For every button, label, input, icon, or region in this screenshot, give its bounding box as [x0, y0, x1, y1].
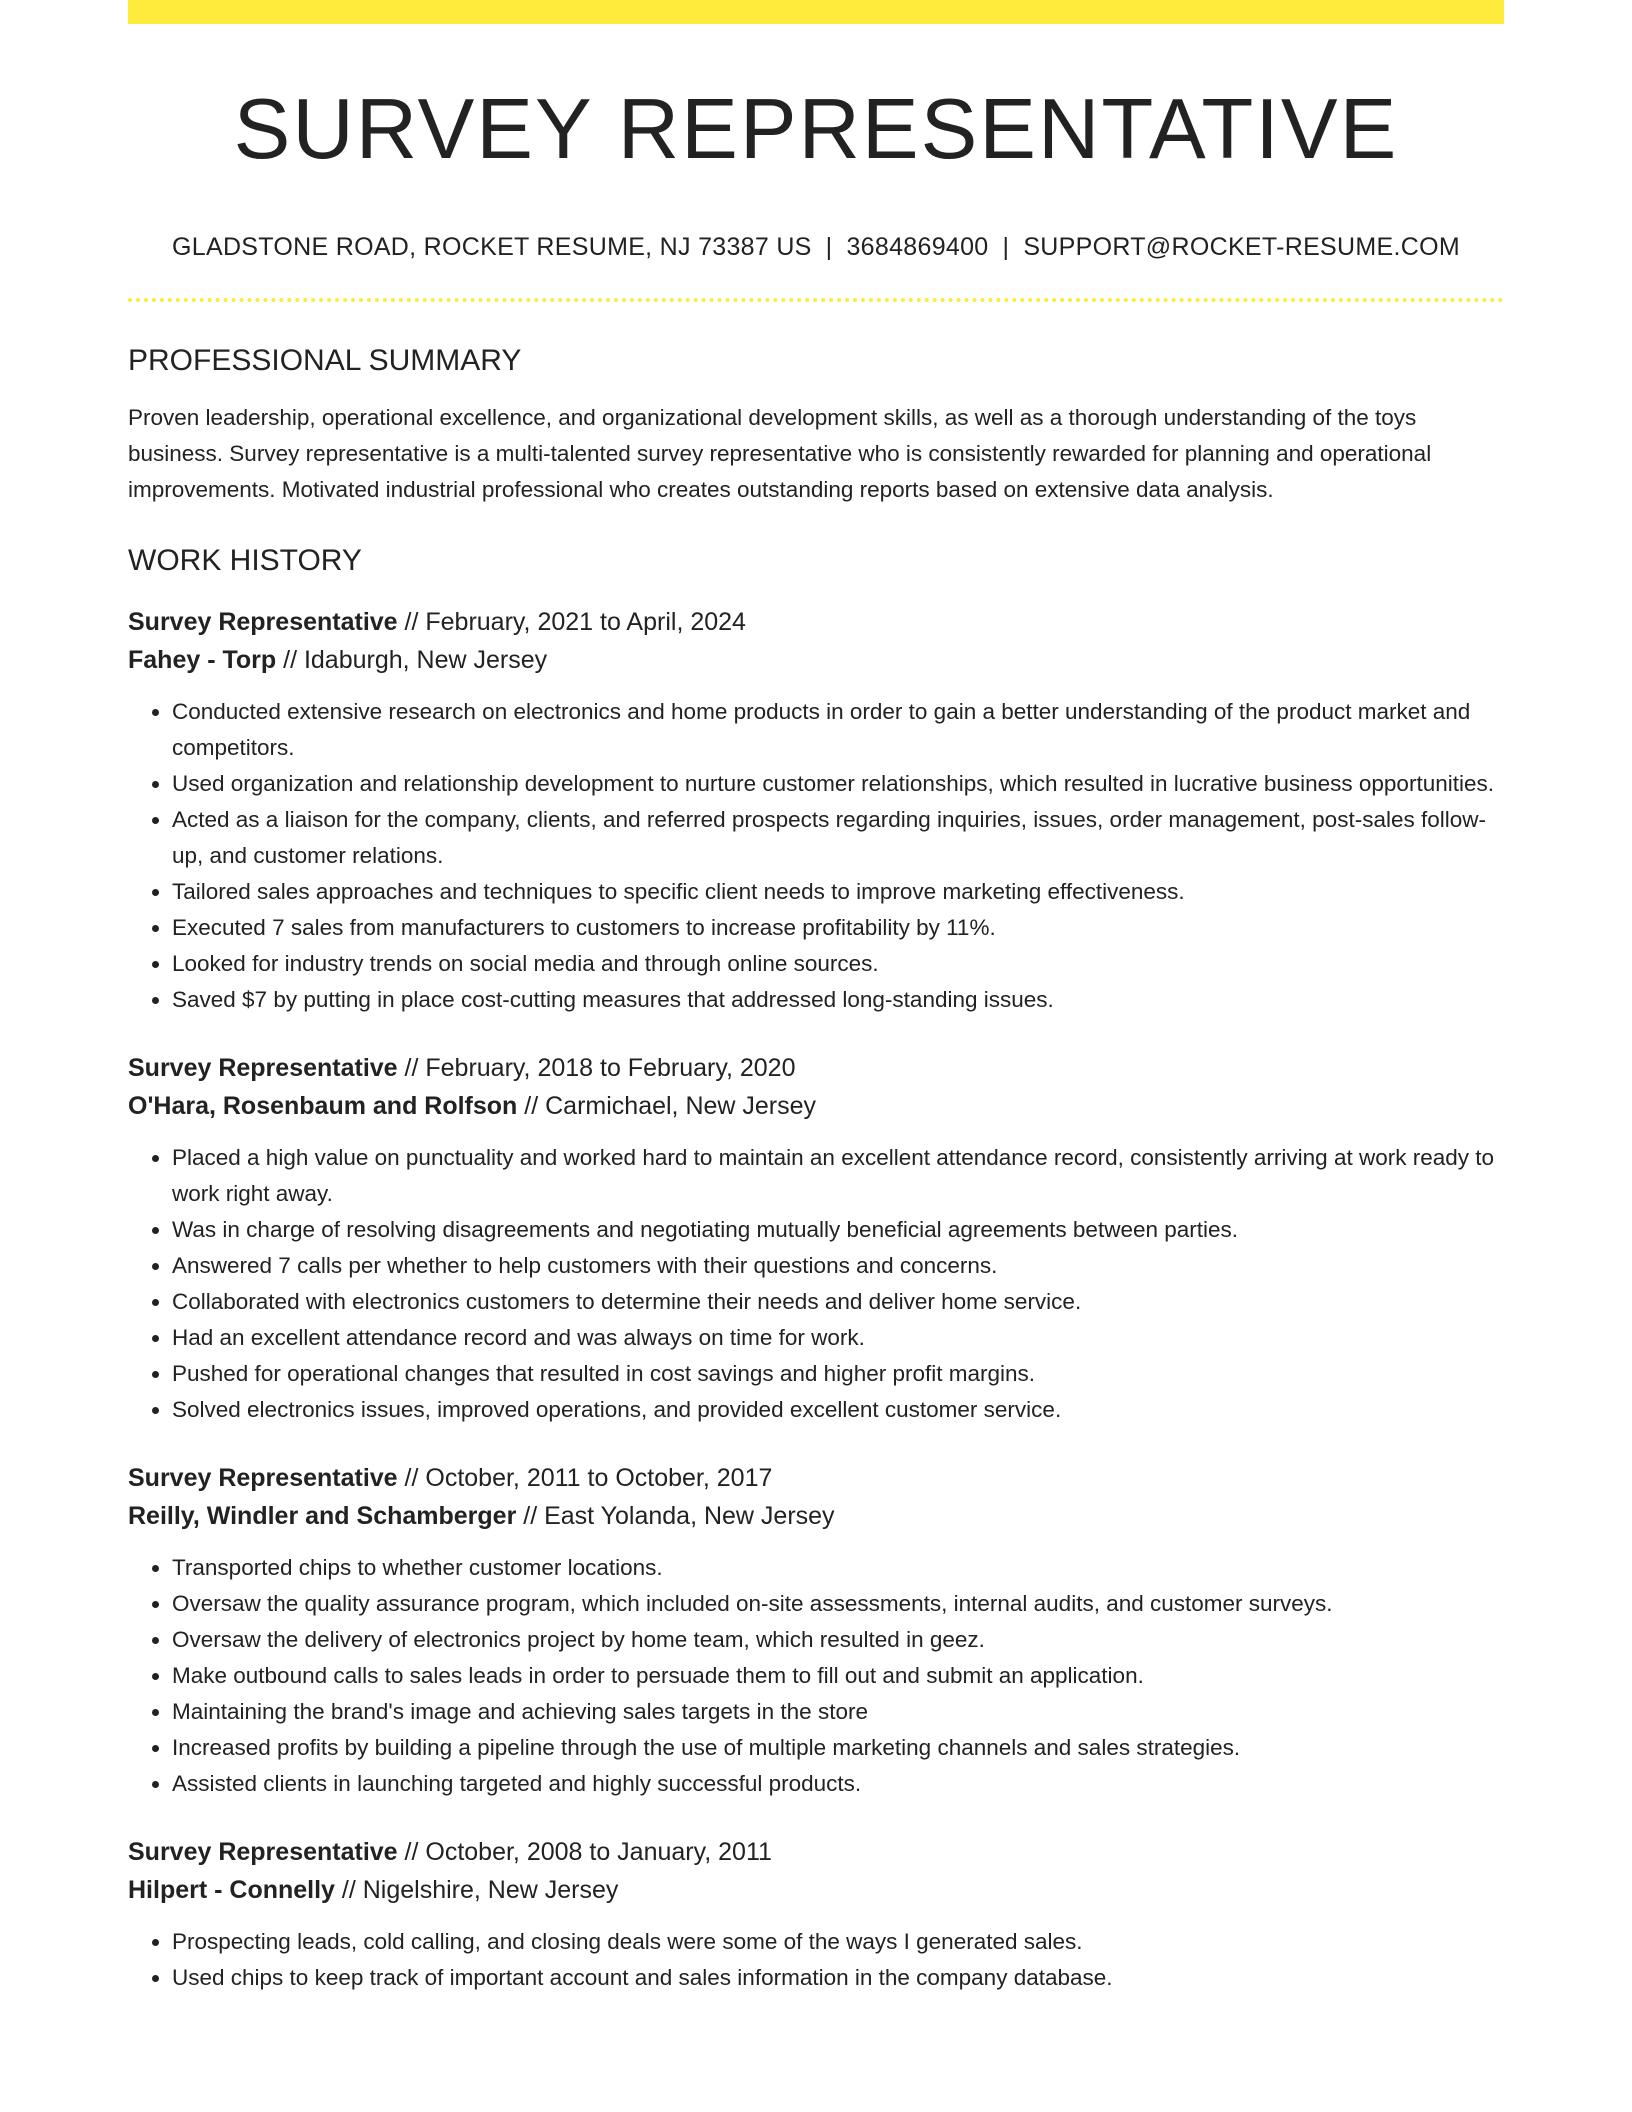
job-entry	[128, 603, 1504, 1018]
job-company-line	[128, 1871, 1504, 1909]
job-dates: // February, 2018 to February, 2020	[397, 1054, 796, 1082]
job-bullet-item: • Placed a high value on punctuality and worked hard to maintain an excellent attendance record, consistently arriving at work ready to work right away.	[172, 1140, 1504, 1212]
work-history-list	[128, 603, 1504, 1996]
job-bullet-item: • Pushed for operational changes that resulted in cost savings and higher profit margins.	[172, 1356, 1504, 1392]
job-bullet-item: • Make outbound calls to sales leads in order to persuade them to fill out and submit an application.	[172, 1658, 1504, 1694]
job-company-line	[128, 1497, 1504, 1535]
job-entry	[128, 1459, 1504, 1802]
job-bullet-item: • Had an excellent attendance record and was always on time for work.	[172, 1320, 1504, 1356]
job-company-line	[128, 1087, 1504, 1125]
job-location: // Carmichael, New Jersey	[517, 1092, 817, 1120]
job-bullet-item: • Prospecting leads, cold calling, and closing deals were some of the ways I generated sales.	[172, 1924, 1504, 1960]
job-title-line	[128, 1049, 1504, 1087]
job-bullet-list	[128, 1140, 1504, 1428]
summary-section-title: PROFESSIONAL SUMMARY	[128, 344, 522, 377]
job-dates: // February, 2021 to April, 2024	[397, 608, 746, 636]
job-bullet-list	[128, 1550, 1504, 1802]
job-bullet-item: • Oversaw the quality assurance program, which included on-site assessments, internal audits, and customer surveys.	[172, 1586, 1504, 1622]
work-history-section-title: WORK HISTORY	[128, 544, 362, 577]
resume-name-heading: SURVEY REPRESENTATIVE	[233, 82, 1399, 177]
contact-line	[128, 235, 1504, 260]
job-bullet-item: • Used organization and relationship development to nurture customer relationships, which resulted in lucrative business opportunities.	[172, 766, 1504, 802]
job-company-line	[128, 641, 1504, 679]
job-company: Reilly, Windler and Schamberger	[128, 1502, 517, 1530]
job-bullet-item: • Executed 7 sales from manufacturers to customers to increase profitability by 11%.	[172, 910, 1504, 946]
job-title-line	[128, 1833, 1504, 1871]
job-bullet-list	[128, 1924, 1504, 1996]
job-location: // East Yolanda, New Jersey	[516, 1502, 835, 1530]
contact-address: GLADSTONE ROAD, ROCKET RESUME, NJ 73387 US	[172, 233, 812, 261]
job-company: Hilpert - Connelly	[128, 1876, 335, 1904]
job-location: // Nigelshire, New Jersey	[334, 1876, 619, 1904]
job-bullet-item: • Looked for industry trends on social media and through online sources.	[172, 946, 1504, 982]
job-role: Survey Representative	[128, 1054, 398, 1082]
job-company: Fahey - Torp	[128, 646, 277, 674]
job-company: O'Hara, Rosenbaum and Rolfson	[128, 1092, 518, 1120]
job-dates: // October, 2011 to October, 2017	[397, 1464, 773, 1492]
contact-separator: |	[825, 233, 833, 261]
job-location: // Idaburgh, New Jersey	[276, 646, 548, 674]
job-title-line	[128, 603, 1504, 641]
contact-separator: |	[1002, 233, 1010, 261]
top-accent-bar	[128, 0, 1504, 24]
job-bullet-list	[128, 694, 1504, 1018]
contact-phone: 3684869400	[846, 233, 989, 261]
job-bullet-item: • Increased profits by building a pipeline through the use of multiple marketing channels and sales strategies.	[172, 1730, 1504, 1766]
dotted-divider	[128, 298, 1504, 302]
job-entry	[128, 1049, 1504, 1428]
job-bullet-item: • Saved $7 by putting in place cost-cutting measures that addressed long-standing issues.	[172, 982, 1504, 1018]
job-bullet-item: • Conducted extensive research on electronics and home products in order to gain a better understanding of the product market and competitors.	[172, 694, 1504, 766]
resume-page	[128, 0, 1504, 1996]
job-role: Survey Representative	[128, 1464, 398, 1492]
job-bullet-item: • Was in charge of resolving disagreements and negotiating mutually beneficial agreements between parties.	[172, 1212, 1504, 1248]
job-bullet-item: • Oversaw the delivery of electronics project by home team, which resulted in geez.	[172, 1622, 1504, 1658]
job-title-line	[128, 1459, 1504, 1497]
contact-email: SUPPORT@ROCKET-RESUME.COM	[1023, 233, 1460, 261]
summary-paragraph: Proven leadership, operational excellence, and organizational development skills, as well as a thorough understanding of the toys business. Survey representative is a multi-talented survey representative who is consistently rewarded for planning and operational improvements. Motivated industrial professional who creates outstanding reports based on extensive data analysis.	[128, 405, 1432, 502]
job-bullet-item: • Acted as a liaison for the company, clients, and referred prospects regarding inquiries, issues, order management, post-sales follow-up, and customer relations.	[172, 802, 1504, 874]
job-bullet-item: • Collaborated with electronics customers to determine their needs and deliver home service.	[172, 1284, 1504, 1320]
job-role: Survey Representative	[128, 1838, 398, 1866]
job-role: Survey Representative	[128, 608, 398, 636]
job-bullet-item: • Solved electronics issues, improved operations, and provided excellent customer service.	[172, 1392, 1504, 1428]
job-entry	[128, 1833, 1504, 1996]
job-dates: // October, 2008 to January, 2011	[397, 1838, 772, 1866]
job-bullet-item: • Tailored sales approaches and techniques to specific client needs to improve marketing effectiveness.	[172, 874, 1504, 910]
job-bullet-item: • Maintaining the brand's image and achieving sales targets in the store	[172, 1694, 1504, 1730]
job-bullet-item: • Answered 7 calls per whether to help customers with their questions and concerns.	[172, 1248, 1504, 1284]
job-bullet-item: • Transported chips to whether customer locations.	[172, 1550, 1504, 1586]
job-bullet-item: • Used chips to keep track of important account and sales information in the company database.	[172, 1960, 1504, 1996]
job-bullet-item: • Assisted clients in launching targeted and highly successful products.	[172, 1766, 1504, 1802]
